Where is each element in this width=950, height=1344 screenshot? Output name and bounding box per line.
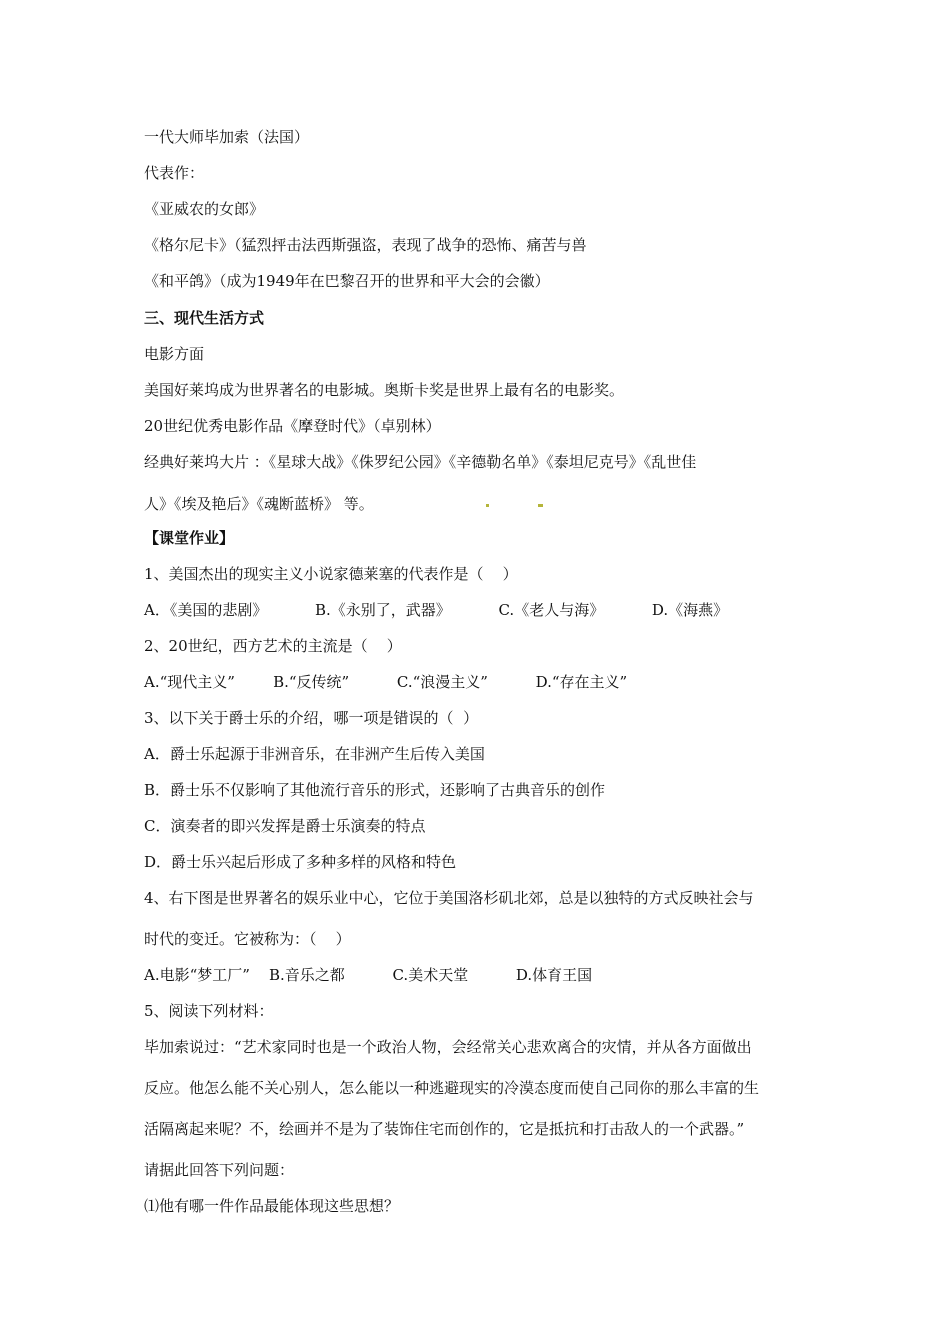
sub-question: ⑴他有哪一件作品最能体现这些思想？ [144, 1197, 400, 1215]
question-option: C．演奏者的即兴发挥是爵士乐演奏的特点 [144, 817, 426, 835]
question-stem: 3、以下关于爵士乐的介绍，哪一项是错误的（ ） [144, 709, 479, 727]
question-option: D．爵士乐兴起后形成了多种多样的风格和特色 [144, 853, 457, 871]
paragraph: 美国好莱坞成为世界著名的电影城。奥斯卡奖是世界上最有名的电影奖。 [144, 381, 625, 399]
question-stem: 1、美国杰出的现实主义小说家德莱塞的代表作是（ ） [144, 565, 518, 583]
paragraph: 20世纪优秀电影作品《摩登时代》（卓别林） [144, 417, 441, 435]
question-option: B．爵士乐不仅影响了其他流行音乐的形式，还影响了古典音乐的创作 [144, 781, 606, 799]
picasso-title: 一代大师毕加索（法国） [144, 128, 310, 146]
paragraph: 人》《埃及艳后》《魂断蓝桥》 等。 [144, 495, 374, 513]
quote-text: 毕加索说过：“艺术家同时也是一个政治人物，会经常关心悲欢离合的灾情，并从各方面做出 [144, 1038, 752, 1056]
homework-heading: 【课堂作业】 [144, 529, 235, 547]
work-item: 《亚威农的女郎》 [144, 200, 265, 218]
instruction-text: 请据此回答下列问题： [144, 1161, 295, 1179]
question-stem: 4、右下图是世界著名的娱乐业中心，它位于美国洛杉矶北郊，总是以独特的方式反映社会与 [144, 889, 754, 907]
question-stem: 2、20世纪，西方艺术的主流是（ ） [144, 637, 402, 655]
paragraph: 经典好莱坞大片 ：《星球大战》《侏罗纪公园》《辛德勒名单》《泰坦尼克号》《乱世佳 [144, 453, 697, 471]
works-label: 代表作： [144, 164, 205, 182]
question-options: A.“现代主义” B.“反传统” C.“浪漫主义” D.“存在主义” [144, 673, 628, 691]
section-heading: 三、现代生活方式 [144, 309, 265, 327]
quote-text: 活隔离起来呢？不，绘画并不是为了装饰住宅而创作的，它是抵抗和打击敌人的一个武器。” [144, 1120, 745, 1138]
question-options: A.电影“梦工厂” B.音乐之都 C.美术天堂 D.体育王国 [144, 966, 593, 984]
question-stem: 5、阅读下列材料： [144, 1002, 274, 1020]
work-item: 《格尔尼卡》（猛烈抨击法西斯强盗，表现了战争的恐怖、痛苦与兽 [144, 236, 587, 254]
work-item: 《和平鸽》（成为1949年在巴黎召开的世界和平大会的会徽） [144, 272, 550, 290]
scan-artifact [538, 504, 543, 507]
film-heading: 电影方面 [144, 345, 205, 363]
quote-text: 反应。他怎么能不关心别人，怎么能以一种逃避现实的冷漠态度而使自己同你的那么丰富的生 [144, 1079, 760, 1097]
scan-artifact [486, 504, 489, 507]
question-options: A．《美国的悲剧》 B.《永别了，武器》 C.《老人与海》 D.《海燕》 [144, 601, 729, 619]
question-option: A．爵士乐起源于非洲音乐，在非洲产生后传入美国 [144, 745, 485, 763]
question-stem: 时代的变迁。它被称为：（ ） [144, 930, 351, 948]
